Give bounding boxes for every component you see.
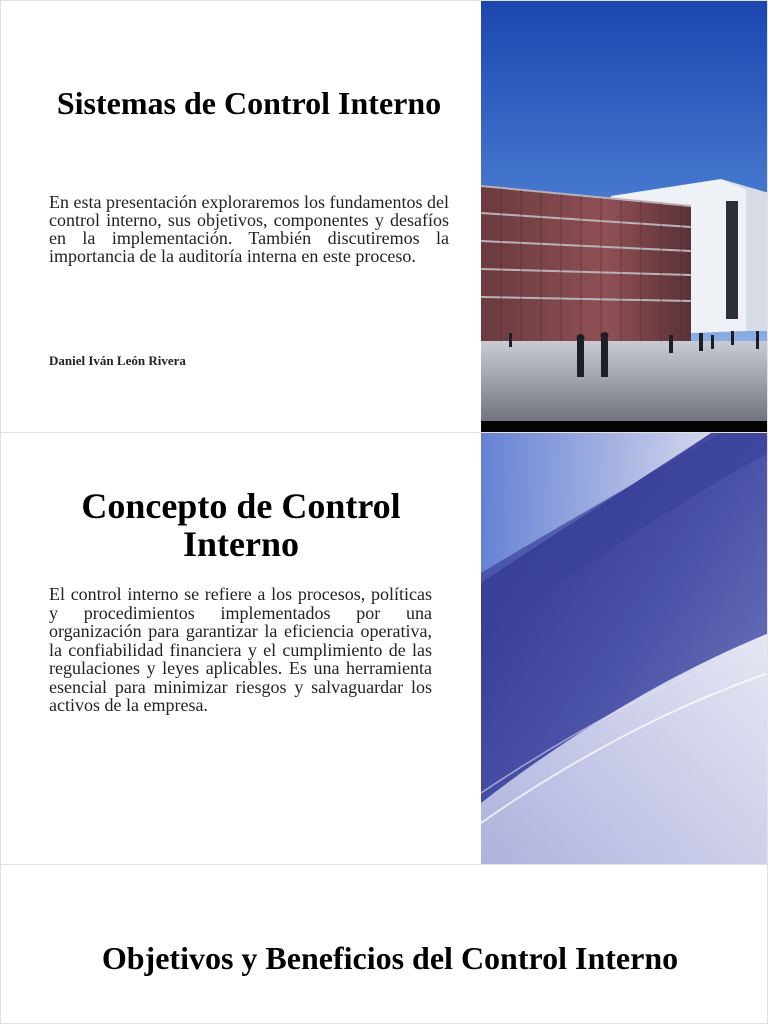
slide-2 xyxy=(0,432,768,865)
slide-1-text xyxy=(1,1,481,432)
slide-2-text xyxy=(1,433,481,864)
slide-3-title: Objetivos y Beneficios del Control Interno xyxy=(101,940,679,976)
building-image xyxy=(481,1,768,432)
slide-2-title: Concepto de Control Interno xyxy=(81,486,401,564)
slide-1-author: Daniel Iván León Rivera xyxy=(49,353,186,368)
slide-3 xyxy=(0,864,768,1024)
slide-1 xyxy=(0,0,768,433)
slide-1-body: En esta presentación exploraremos los fundamentos del control interno, sus objetivos, componentes y desafíos en la implementación. También discutiremos la importancia de la auditoría interna en este proceso. xyxy=(49,192,449,266)
slide-2-body: El control interno se refiere a los procesos, políticas y procedimientos implementados por una organización para garantizar la eficiencia operativa, la confiabilidad financiera y el cumplimiento de las regulaciones y leyes aplicables. Es una herramienta esencial para minimizar riesgos y salvaguardar los activos de la empresa. xyxy=(49,584,432,715)
abstract-waves-image xyxy=(481,433,768,864)
slide-1-title: Sistemas de Control Interno xyxy=(56,85,442,121)
